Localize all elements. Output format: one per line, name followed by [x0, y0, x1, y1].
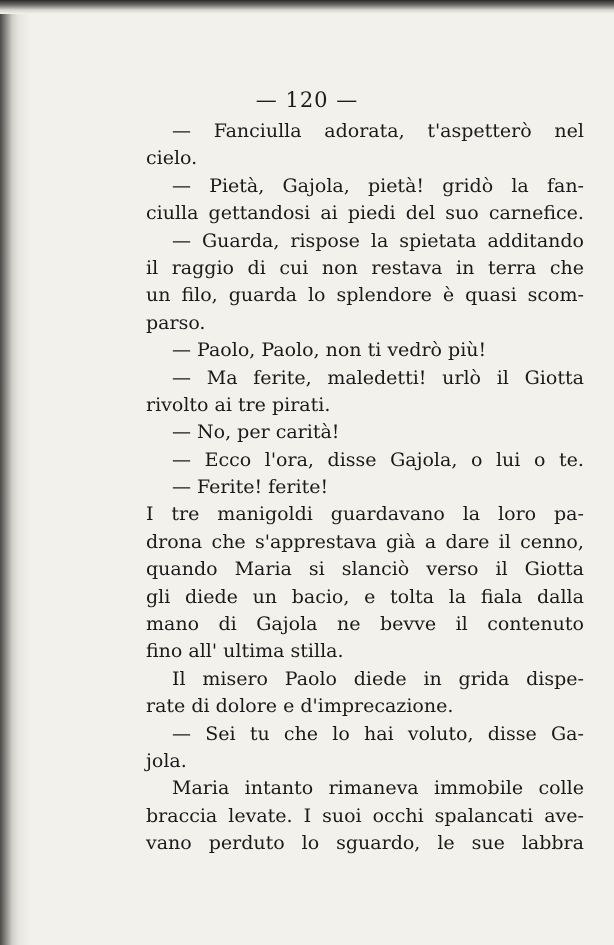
word: raggio: [171, 256, 234, 279]
word: Ga-: [550, 722, 584, 745]
word: I: [303, 804, 312, 827]
word: gettandosi: [208, 202, 311, 225]
text-line: [146, 282, 584, 309]
word: urlò: [442, 366, 481, 389]
word: di: [247, 256, 266, 279]
word: la: [370, 229, 389, 252]
page-number: — 120 —: [255, 88, 359, 112]
text-line: [146, 666, 584, 693]
word: disse: [487, 722, 537, 745]
text-line: [146, 255, 584, 282]
word: guarda: [228, 284, 297, 307]
word: il: [495, 558, 508, 581]
word: levate.: [228, 804, 293, 827]
word: diede: [353, 667, 407, 690]
word: del: [405, 202, 436, 225]
word: Gajola,: [390, 448, 458, 471]
word: ave-: [544, 804, 584, 827]
word: lo: [332, 722, 350, 745]
text-line: [146, 365, 584, 392]
word: o: [470, 448, 483, 471]
word: t'aspetterò: [427, 120, 532, 142]
word: di: [218, 613, 237, 636]
word: dalla: [536, 585, 584, 608]
word: filo,: [181, 284, 218, 307]
word: Maria: [172, 777, 230, 800]
word: —: [172, 174, 191, 197]
word: che: [211, 530, 246, 553]
word: a: [424, 530, 437, 553]
word: un: [252, 585, 278, 608]
text-line: [146, 803, 584, 830]
word: Ecco: [204, 448, 252, 471]
word: il: [455, 613, 468, 636]
text-line: [146, 830, 584, 857]
text-line: [146, 501, 584, 528]
word: Il: [172, 667, 186, 690]
word: dispe-: [526, 667, 584, 690]
word: rispose: [290, 229, 360, 252]
word: pa-: [554, 503, 584, 526]
word: braccia: [146, 804, 218, 827]
text-line: [146, 447, 584, 474]
word: il: [146, 256, 159, 279]
text-line: [146, 775, 584, 802]
word: Ma: [206, 366, 238, 389]
word: Pietà,: [209, 174, 265, 197]
word: misero: [202, 667, 268, 690]
text-line: rivolto ai tre pirati.: [146, 393, 331, 416]
word: Sei: [205, 722, 236, 745]
word: cui: [279, 256, 309, 279]
word: spalancati: [434, 804, 534, 827]
word: carnefice.: [488, 202, 584, 225]
word: Paolo: [284, 667, 337, 690]
word: terra: [487, 256, 537, 279]
word: ai: [320, 202, 338, 225]
word: e: [364, 585, 376, 608]
word: che: [283, 722, 319, 745]
word: in: [456, 256, 475, 279]
word: la: [448, 585, 467, 608]
text-line: — Ferite! ferite!: [172, 476, 329, 499]
word: Giotta: [524, 366, 584, 389]
word: Giotta: [524, 558, 584, 581]
word: mano: [146, 613, 200, 636]
word: ne: [336, 613, 361, 636]
word: —: [172, 366, 191, 389]
text-line: fino all' ultima stilla.: [146, 640, 344, 663]
word: scom-: [527, 284, 584, 307]
word: lui: [495, 448, 521, 471]
word: sguardo,: [336, 832, 421, 855]
word: sue: [471, 832, 505, 855]
text-line: [146, 173, 584, 200]
word: te.: [558, 448, 584, 471]
word: Fanciulla: [213, 120, 302, 142]
word: ferite,: [253, 366, 312, 389]
word: lo: [307, 284, 326, 307]
word: spietata: [399, 229, 477, 252]
word: la: [462, 503, 481, 526]
word: piedi: [347, 202, 396, 225]
word: ciulla: [146, 202, 199, 225]
word: guardavano: [330, 503, 445, 526]
word: vano: [146, 832, 192, 855]
word: è: [442, 284, 455, 307]
text-line: — No, per carità!: [172, 421, 340, 444]
word: il: [498, 530, 511, 553]
word: contenuto: [487, 613, 584, 636]
text-line: cielo.: [146, 147, 198, 170]
word: colle: [538, 777, 584, 800]
word: tre: [171, 503, 200, 526]
word: labbra: [521, 832, 584, 855]
word: quasi: [465, 284, 517, 307]
text-line: — Paolo, Paolo, non ti vedrò più!: [172, 339, 487, 362]
word: pietà!: [367, 174, 425, 197]
text-line: [146, 721, 584, 748]
word: grida: [458, 667, 510, 690]
word: quando: [146, 558, 218, 581]
word: suo: [445, 202, 479, 225]
word: dare: [445, 530, 490, 553]
word: —: [172, 229, 191, 252]
text-line: [146, 611, 584, 638]
text-line: [146, 529, 584, 556]
word: hai: [364, 722, 394, 745]
word: Guarda,: [202, 229, 280, 252]
word: gridò: [442, 174, 494, 197]
word: Maria: [234, 558, 292, 581]
word: gli: [146, 585, 171, 608]
word: drona: [146, 530, 203, 553]
word: —: [172, 120, 191, 142]
text-line: [146, 584, 584, 611]
word: Gajola: [256, 613, 318, 636]
word: l'ora,: [264, 448, 314, 471]
text-line: [146, 228, 584, 255]
word: verso: [426, 558, 479, 581]
text-line: [146, 556, 584, 583]
word: fiala: [480, 585, 523, 608]
word: cenno,: [520, 530, 584, 553]
word: si: [308, 558, 325, 581]
word: slanciò: [341, 558, 410, 581]
word: Gajola,: [282, 174, 350, 197]
word: occhi: [372, 804, 424, 827]
word: restava: [371, 256, 443, 279]
word: disse: [327, 448, 377, 471]
word: —: [172, 722, 191, 745]
word: additando: [487, 229, 584, 252]
text-line: rate di dolore e d'imprecazione.: [146, 695, 454, 718]
word: voluto,: [407, 722, 474, 745]
word: perduto: [208, 832, 285, 855]
word: tolta: [390, 585, 435, 608]
word: in: [423, 667, 442, 690]
word: intanto: [244, 777, 314, 800]
word: diede: [185, 585, 238, 608]
text-line: parso.: [146, 311, 206, 334]
text-line: [146, 200, 584, 227]
word: già: [386, 530, 416, 553]
word: nel: [554, 120, 584, 142]
body-text: [146, 118, 584, 858]
word: un: [146, 284, 171, 307]
page-binding-shadow: [0, 0, 30, 945]
page-top-edge-shadow: [0, 0, 614, 14]
word: I: [146, 503, 154, 526]
word: —: [172, 448, 191, 471]
text-line: jola.: [146, 749, 187, 772]
word: il: [496, 366, 509, 389]
word: bacio,: [291, 585, 350, 608]
word: bevve: [379, 613, 437, 636]
word: non: [321, 256, 358, 279]
word: maledetti!: [327, 366, 427, 389]
word: loro: [498, 503, 537, 526]
word: s'apprestava: [254, 530, 377, 553]
word: o: [533, 448, 546, 471]
word: la: [511, 174, 529, 197]
word: splendore: [336, 284, 432, 307]
text-line: [146, 118, 584, 145]
word: tu: [249, 722, 270, 745]
word: lo: [301, 832, 320, 855]
word: fan-: [546, 174, 584, 197]
word: suoi: [322, 804, 362, 827]
word: manigoldi: [217, 503, 313, 526]
word: che: [549, 256, 584, 279]
word: rimaneva: [328, 777, 419, 800]
word: immobile: [434, 777, 524, 800]
word: adorata,: [324, 120, 405, 142]
word: le: [437, 832, 455, 855]
